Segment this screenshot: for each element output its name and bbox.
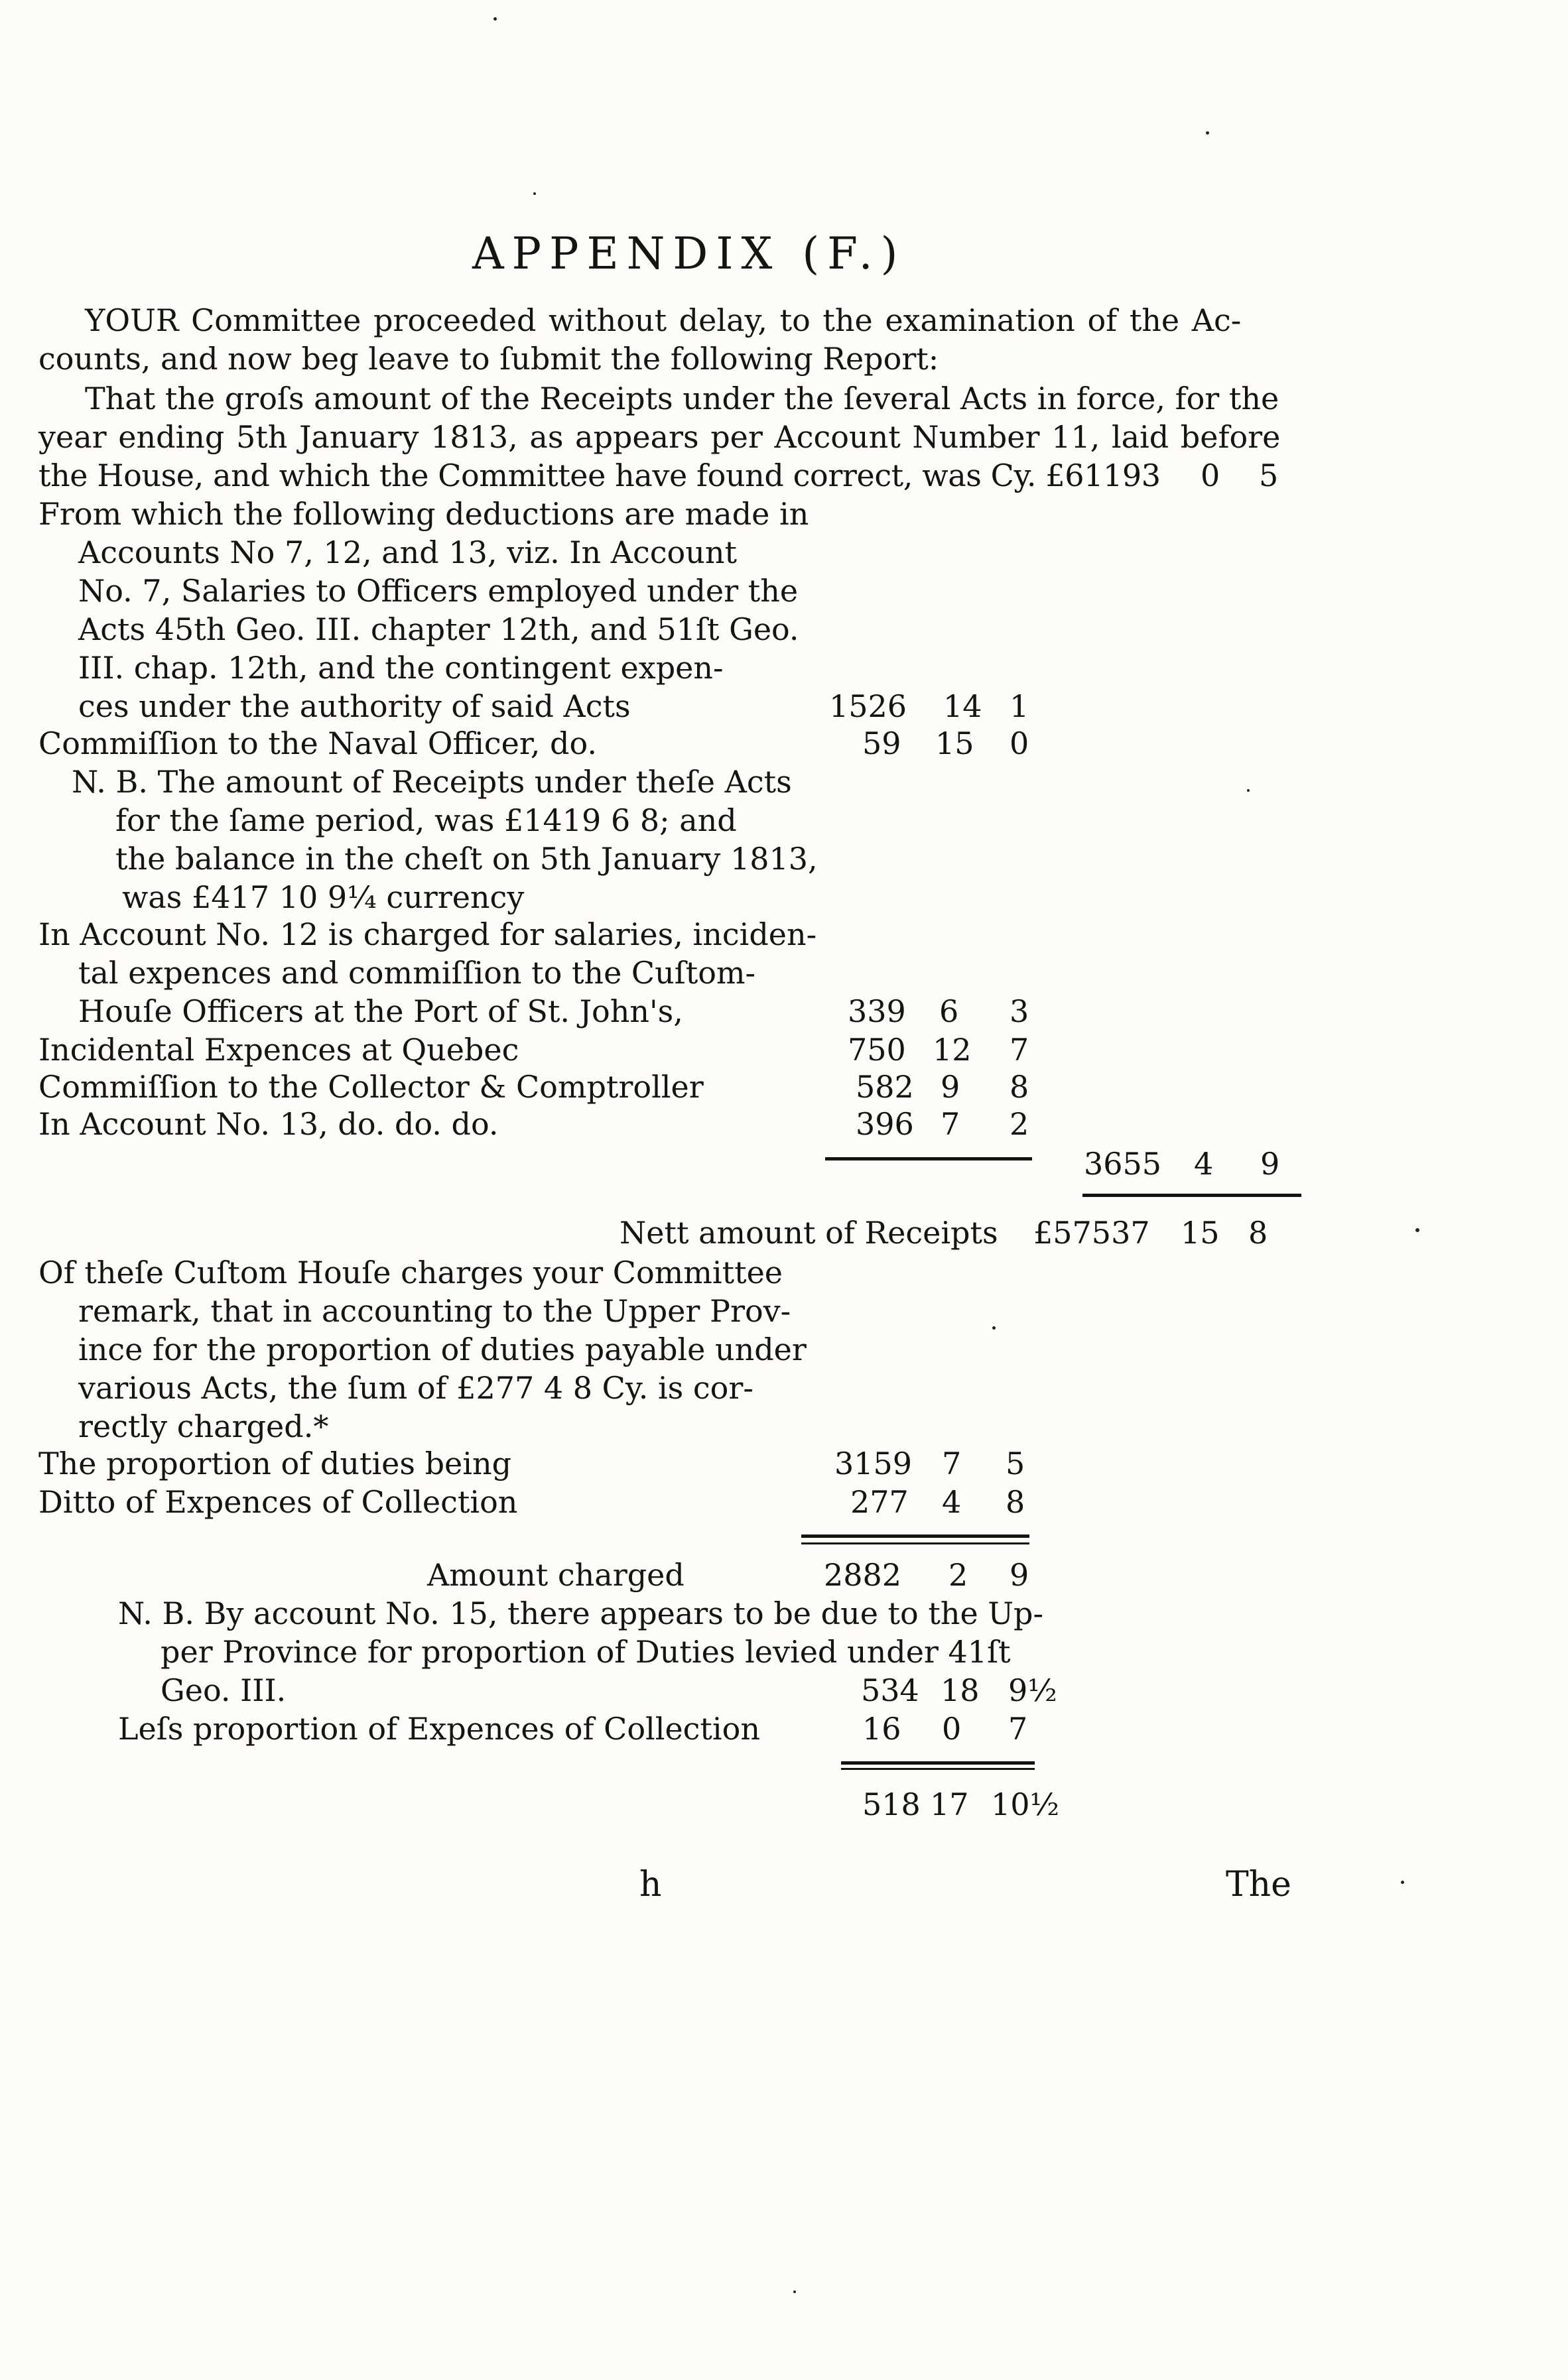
text-line: Nett amount of Receipts — [620, 1215, 998, 1251]
amount-pounds: 339 — [848, 993, 906, 1029]
paper-speck — [533, 192, 536, 195]
text-line: That the groſs amount of the Receipts under the ſeveral Acts in force, for the — [85, 381, 1279, 416]
text-line: Commiſſion to the Naval Officer, do. — [38, 725, 597, 761]
amount-shillings: 7 — [941, 1106, 960, 1142]
text-line: year ending 5th January 1813, as appears per Account Number 11, laid before — [38, 419, 1281, 455]
text-line: In Account No. 12 is charged for salaries, inciden- — [38, 916, 817, 952]
amount-shillings: 0 — [1201, 458, 1220, 493]
text-line: Commiſſion to the Collector & Comptroller — [38, 1069, 704, 1105]
amount-shillings: 15 — [1181, 1215, 1220, 1251]
text-line: Houſe Officers at the Port of St. John's, — [78, 993, 683, 1029]
amount-shillings: 4 — [1194, 1146, 1214, 1182]
amount-shillings: 18 — [941, 1672, 980, 1708]
text-line: tal expences and commiſſion to the Cuſtom- — [78, 955, 756, 991]
paper-speck — [1401, 1881, 1404, 1884]
text-line: remark, that in accounting to the Upper Prov- — [78, 1293, 791, 1329]
text-line: Ditto of Expences of Collection — [38, 1484, 518, 1520]
amount-pence: 0 — [1010, 725, 1029, 761]
amount-shillings: 0 — [942, 1711, 962, 1747]
sum-rule — [825, 1157, 1032, 1160]
text-line: YOUR Committee proceeded without delay, to the examination of the Ac- — [85, 302, 1242, 338]
text-line: In Account No. 13, do. do. do. — [38, 1106, 499, 1142]
amount-pence: 8 — [1010, 1069, 1029, 1105]
text-line: Amount charged — [427, 1557, 685, 1593]
amount-pounds: 534 — [861, 1672, 919, 1708]
page-title: APPENDIX (F.) — [472, 228, 906, 279]
text-line: rectly charged.* — [78, 1409, 329, 1444]
amount-pence: 1 — [1010, 688, 1029, 724]
text-line: Incidental Expences at Quebec — [38, 1032, 519, 1068]
sum-rule — [801, 1542, 1029, 1544]
text-line: the House, and which the Committee have found correct, was Cy. £61193 — [38, 458, 1161, 493]
amount-pence: 7 — [1010, 1032, 1029, 1068]
text-line: No. 7, Salaries to Officers employed under the — [78, 573, 799, 609]
sum-rule — [841, 1768, 1035, 1770]
amount-pounds: 3159 — [834, 1446, 913, 1481]
paper-speck — [1415, 1228, 1419, 1232]
amount-shillings: 7 — [942, 1446, 962, 1481]
amount-pence: 7 — [1008, 1711, 1028, 1747]
text-line: Geo. III. — [161, 1672, 287, 1708]
paper-speck — [1206, 131, 1209, 135]
amount-pounds: 16 — [862, 1711, 901, 1747]
text-line: various Acts, the ſum of £277 4 8 Cy. is cor- — [78, 1370, 753, 1406]
text-line: was £417 10 9¼ currency — [122, 879, 525, 915]
amount-shillings: 12 — [933, 1032, 972, 1068]
text-line: counts, and now beg leave to ſubmit the following Report: — [38, 341, 939, 377]
text-line: Accounts No 7, 12, and 13, viz. In Account — [78, 534, 737, 570]
amount-pence: 9 — [1260, 1146, 1280, 1182]
amount-pounds: 3655 — [1084, 1146, 1162, 1182]
amount-pounds: 582 — [856, 1069, 914, 1105]
amount-pounds: £57537 — [1033, 1215, 1150, 1251]
amount-pounds: 59 — [862, 725, 901, 761]
amount-pounds: 1526 — [829, 688, 907, 724]
amount-shillings: 4 — [942, 1484, 962, 1520]
amount-shillings: 6 — [939, 993, 959, 1029]
text-line: the balance in the cheſt on 5th January 1813, — [115, 841, 818, 877]
amount-shillings: 2 — [948, 1557, 968, 1593]
paper-speck — [793, 2290, 796, 2293]
amount-pence: 3 — [1010, 993, 1029, 1029]
amount-pence: 5 — [1259, 458, 1279, 493]
sum-rule — [801, 1534, 1029, 1538]
text-line: N. B. By account No. 15, there appears to be due to the Up- — [118, 1596, 1044, 1631]
amount-pounds: 277 — [850, 1484, 909, 1520]
text-line: ces under the authority of said Acts — [78, 688, 631, 724]
paper-speck — [493, 17, 497, 21]
catchword: The — [1226, 1865, 1291, 1905]
text-line: ince for the proportion of duties payable under — [78, 1332, 807, 1367]
amount-pence: 9 — [1010, 1557, 1029, 1593]
sum-rule — [841, 1761, 1035, 1765]
text-line: Of theſe Cuſtom Houſe charges your Committee — [38, 1255, 783, 1290]
text-line: Acts 45th Geo. III. chapter 12th, and 51ſt Geo. — [78, 611, 799, 647]
amount-pounds: 518 — [862, 1786, 921, 1822]
text-line: From which the following deductions are made in — [38, 496, 809, 532]
text-line: N. B. The amount of Receipts under theſe Acts — [72, 764, 792, 800]
text-line: per Province for proportion of Duties levied under 41ſt — [161, 1634, 1011, 1670]
amount-shillings: 14 — [943, 688, 982, 724]
text-line: Leſs proportion of Expences of Collection — [118, 1711, 760, 1747]
amount-pence: 5 — [1006, 1446, 1025, 1481]
amount-pounds: 2882 — [824, 1557, 902, 1593]
paper-speck — [992, 1326, 996, 1330]
amount-pence: 8 — [1248, 1215, 1268, 1251]
text-line: III. chap. 12th, and the contingent expen- — [78, 650, 724, 686]
amount-pence: 2 — [1010, 1106, 1029, 1142]
amount-shillings: 9 — [941, 1069, 960, 1105]
amount-shillings: 17 — [930, 1786, 969, 1822]
text-line: for the ſame period, was £1419 6 8; and — [115, 802, 737, 838]
amount-shillings: 15 — [935, 725, 974, 761]
signature-mark: h — [639, 1865, 662, 1905]
text-line: The proportion of duties being — [38, 1446, 512, 1481]
amount-pence: 8 — [1006, 1484, 1025, 1520]
amount-pounds: 396 — [856, 1106, 914, 1142]
sum-rule — [1082, 1194, 1301, 1197]
amount-pence: 10½ — [991, 1786, 1060, 1822]
amount-pounds: 750 — [848, 1032, 906, 1068]
amount-pence: 9½ — [1008, 1672, 1057, 1708]
paper-speck — [1247, 789, 1250, 792]
